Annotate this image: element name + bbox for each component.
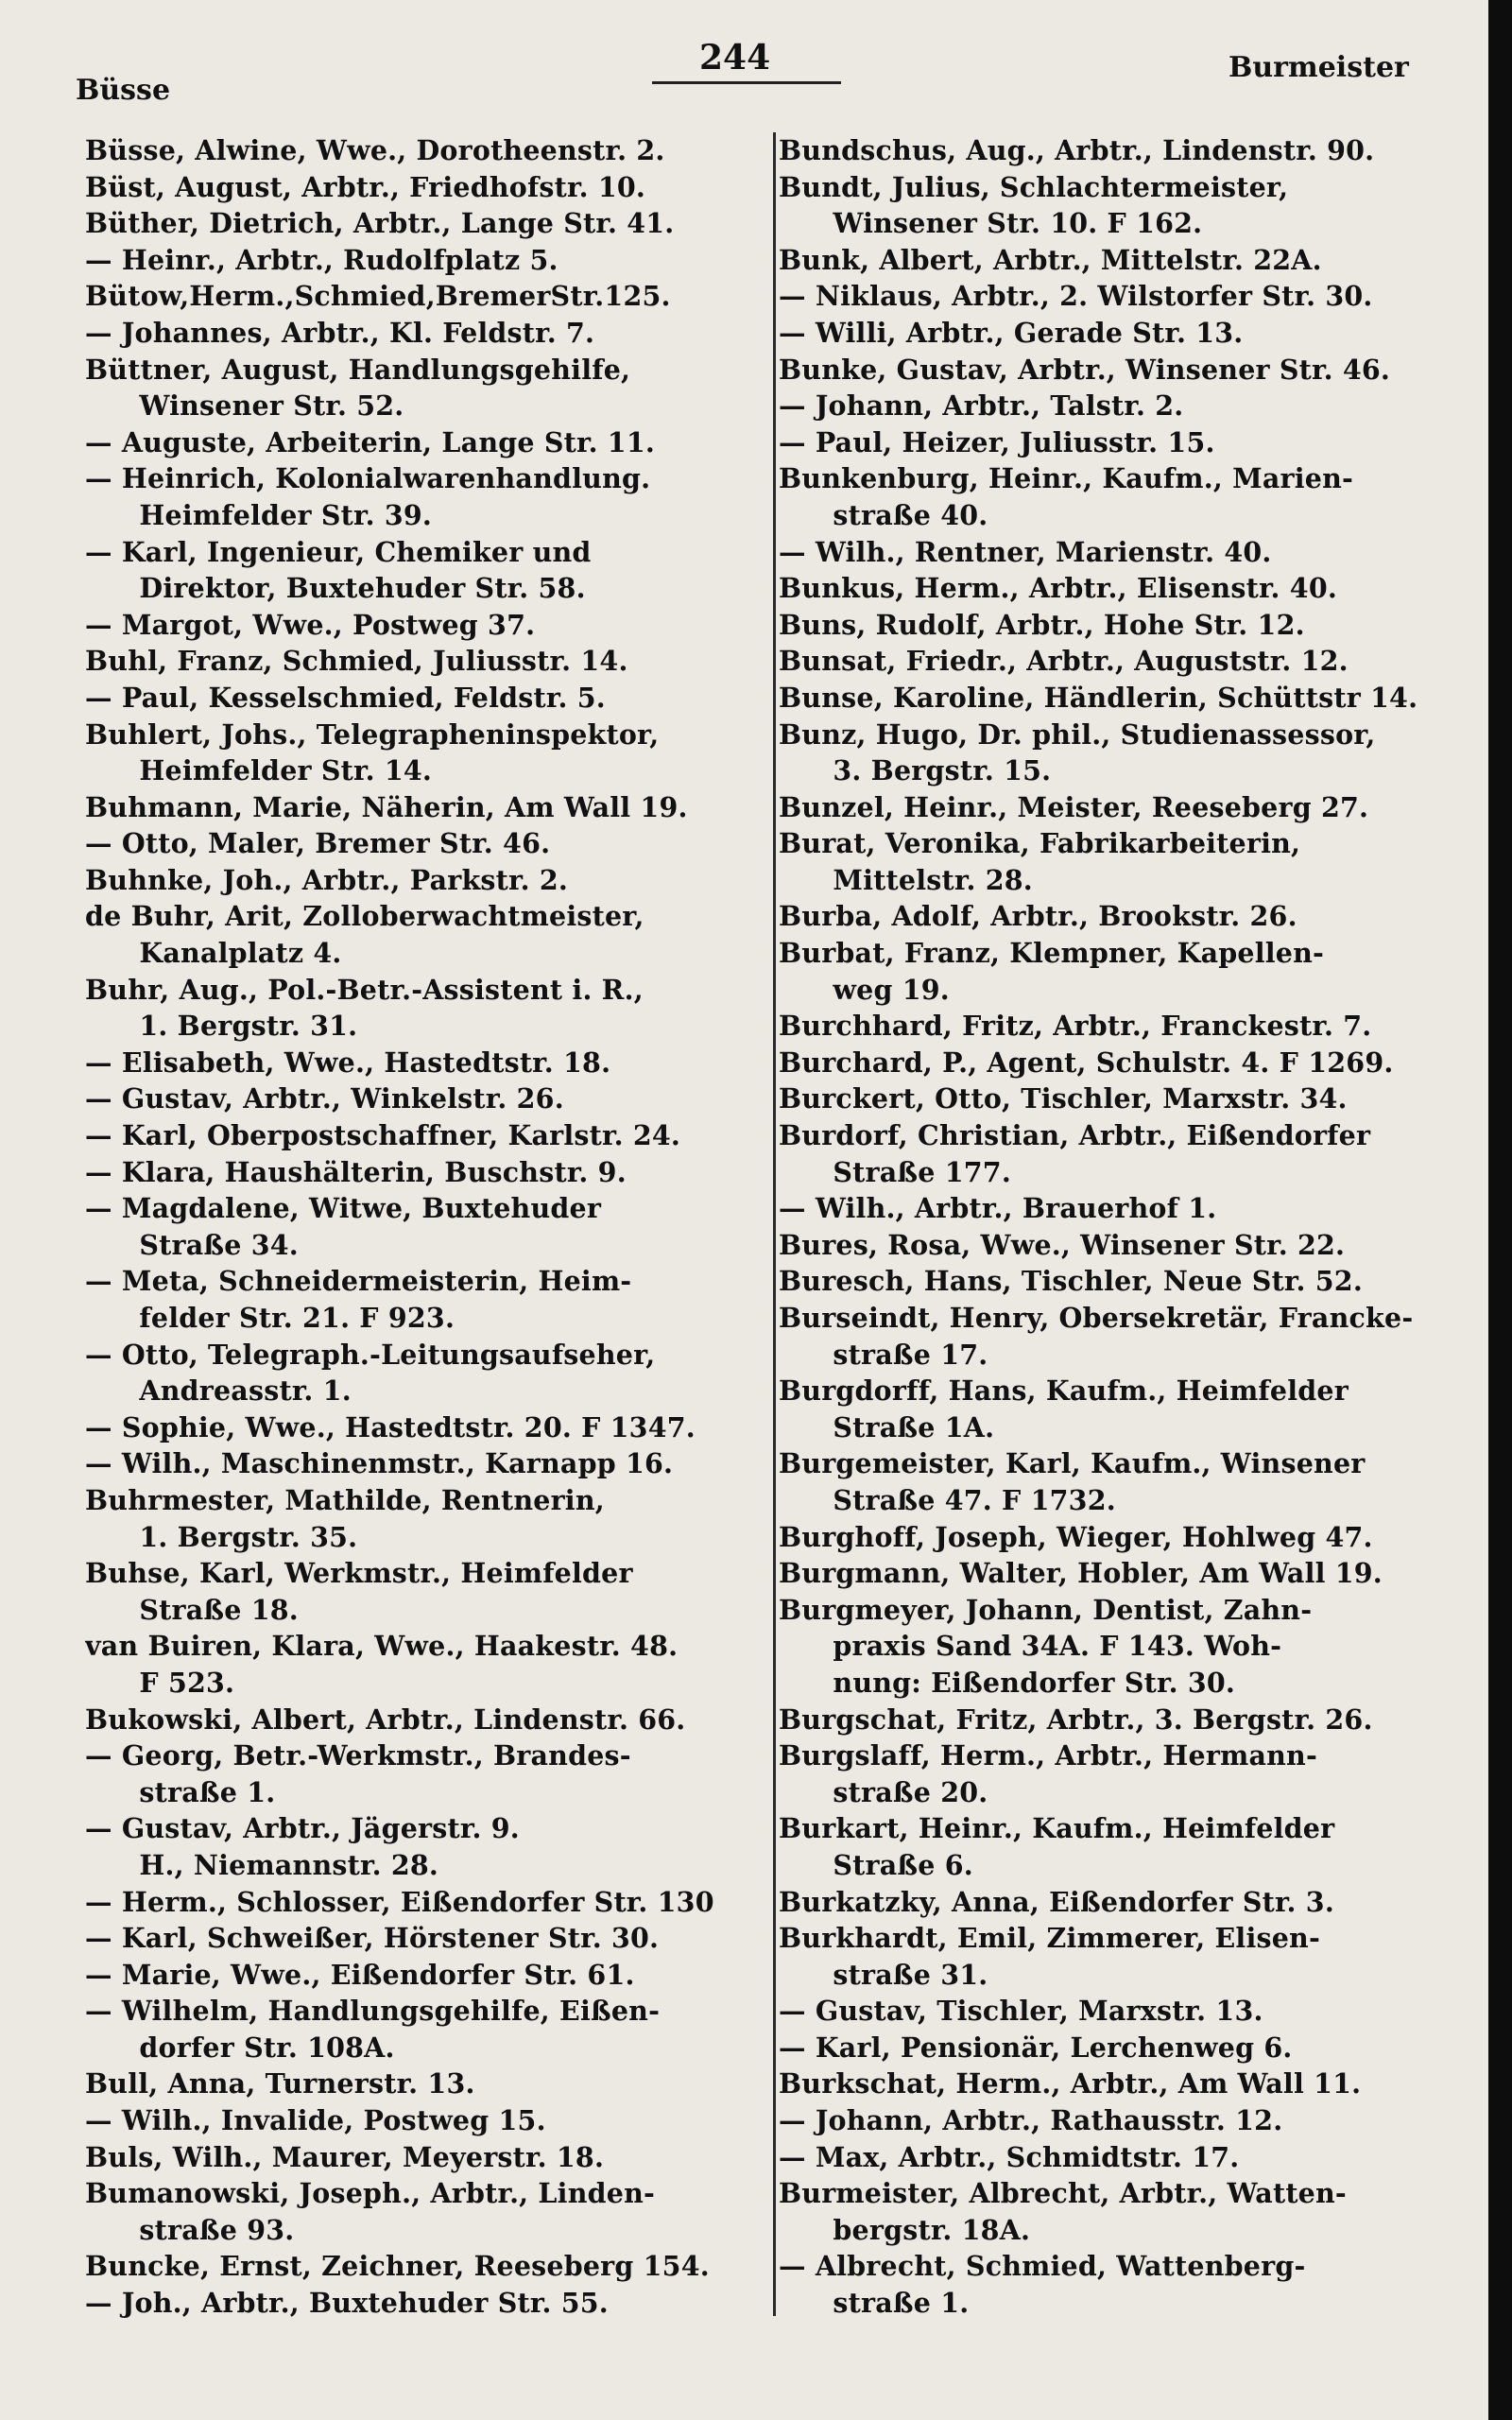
directory-entry-line: — Karl, Ingenieur, Chemiker und bbox=[85, 535, 592, 568]
directory-entry-line: Burkhardt, Emil, Zimmerer, Elisen- bbox=[779, 1922, 1321, 1955]
directory-entry-line: Bull, Anna, Turnerstr. 13. bbox=[85, 2067, 475, 2100]
directory-entry-line: — Meta, Schneidermeisterin, Heim- bbox=[85, 1265, 632, 1298]
directory-entry-line: Burgemeister, Karl, Kaufm., Winsener bbox=[779, 1447, 1366, 1480]
directory-entry-line: — Wilhelm, Handlungsgehilfe, Eißen- bbox=[85, 1995, 661, 2028]
directory-entry-line: — Marie, Wwe., Eißendorfer Str. 61. bbox=[85, 1958, 635, 1991]
directory-entry-line: 3. Bergstr. 15. bbox=[779, 754, 1052, 787]
directory-entry-line: — Karl, Schweißer, Hörstener Str. 30. bbox=[85, 1922, 660, 1955]
directory-entry-line: — Paul, Kesselschmied, Feldstr. 5. bbox=[85, 681, 606, 714]
directory-entry-line: Burgmeyer, Johann, Dentist, Zahn- bbox=[779, 1593, 1313, 1626]
directory-entry-line: Bunkus, Herm., Arbtr., Elisenstr. 40. bbox=[779, 572, 1337, 605]
directory-entry-line: Burkatzky, Anna, Eißendorfer Str. 3. bbox=[779, 1885, 1334, 1918]
directory-entry-line: Bunzel, Heinr., Meister, Reeseberg 27. bbox=[779, 790, 1369, 823]
directory-entry-line: Bundt, Julius, Schlachtermeister, bbox=[779, 170, 1289, 203]
directory-entry-line: Bunse, Karoline, Händlerin, Schüttstr 14. bbox=[779, 681, 1418, 714]
header-first-entry: Büsse bbox=[76, 74, 171, 107]
directory-entry-line: — Johann, Arbtr., Talstr. 2. bbox=[779, 389, 1184, 423]
directory-entry-line: bergstr. 18A. bbox=[779, 2213, 1031, 2246]
header-last-entry: Burmeister bbox=[1228, 51, 1409, 84]
directory-entry-line: Büttner, August, Handlungsgehilfe, bbox=[85, 353, 631, 386]
directory-entry-line: Bundschus, Aug., Arbtr., Lindenstr. 90. bbox=[779, 134, 1375, 166]
directory-entry-line: straße 31. bbox=[779, 1958, 988, 1991]
directory-entry-line: straße 20. bbox=[779, 1775, 988, 1808]
directory-entry-line: Buhnke, Joh., Arbtr., Parkstr. 2. bbox=[85, 863, 569, 896]
directory-entry-line: — Elisabeth, Wwe., Hastedtstr. 18. bbox=[85, 1046, 611, 1079]
directory-entry-line: Straße 18. bbox=[85, 1593, 299, 1626]
directory-entry-line: Straße 177. bbox=[779, 1155, 1011, 1188]
directory-entry-line: Direktor, Buxtehuder Str. 58. bbox=[85, 572, 586, 605]
directory-entry-line: — Sophie, Wwe., Hastedtstr. 20. F 1347. bbox=[85, 1410, 696, 1443]
directory-entry-line: Straße 1A. bbox=[779, 1410, 995, 1443]
directory-entry-line: Burkart, Heinr., Kaufm., Heimfelder bbox=[779, 1812, 1335, 1845]
directory-entry-line: Andreasstr. 1. bbox=[85, 1374, 352, 1408]
directory-entry-line: Burat, Veronika, Fabrikarbeiterin, bbox=[779, 827, 1301, 860]
page-header bbox=[0, 38, 1488, 132]
directory-entry-line: — Magdalene, Witwe, Buxtehuder bbox=[85, 1192, 602, 1225]
directory-entry-line: 1. Bergstr. 31. bbox=[85, 1010, 358, 1043]
directory-entry-line: Winsener Str. 52. bbox=[85, 389, 404, 423]
directory-entry-line: straße 1. bbox=[85, 1775, 276, 1808]
directory-entry-line: — Gustav, Arbtr., Winkelstr. 26. bbox=[85, 1082, 564, 1115]
directory-entry-line: Burckert, Otto, Tischler, Marxstr. 34. bbox=[779, 1082, 1348, 1115]
directory-entry-line: Buncke, Ernst, Zeichner, Reeseberg 154. bbox=[85, 2250, 710, 2283]
directory-entry-line: — Otto, Telegraph.-Leitungsaufseher, bbox=[85, 1338, 656, 1371]
directory-entry-line: — Gustav, Arbtr., Jägerstr. 9. bbox=[85, 1812, 520, 1845]
directory-entry-line: straße 93. bbox=[85, 2213, 295, 2246]
directory-entry-line: Buhlert, Johs., Telegrapheninspektor, bbox=[85, 717, 660, 751]
directory-entry-line: Burgdorff, Hans, Kaufm., Heimfelder bbox=[779, 1374, 1349, 1408]
directory-entry-line: Burgschat, Fritz, Arbtr., 3. Bergstr. 26. bbox=[779, 1703, 1373, 1736]
directory-entry-line: — Paul, Heizer, Juliusstr. 15. bbox=[779, 425, 1215, 458]
directory-entry-line: Burdorf, Christian, Arbtr., Eißendorfer bbox=[779, 1119, 1371, 1152]
directory-entry-line: — Johann, Arbtr., Rathausstr. 12. bbox=[779, 2104, 1283, 2137]
directory-entry-line: — Heinrich, Kolonialwarenhandlung. bbox=[85, 462, 651, 495]
directory-entry-line: — Wilh., Invalide, Postweg 15. bbox=[85, 2104, 546, 2137]
directory-entry-line: Straße 34. bbox=[85, 1228, 299, 1261]
directory-entry-line: Burkschat, Herm., Arbtr., Am Wall 11. bbox=[779, 2067, 1362, 2100]
directory-entry-line: Bütow,Herm.,Schmied,BremerStr.125. bbox=[85, 280, 671, 313]
directory-entry-line: Buhse, Karl, Werkmstr., Heimfelder bbox=[85, 1557, 633, 1590]
directory-entry-line: — Otto, Maler, Bremer Str. 46. bbox=[85, 827, 551, 860]
directory-entry-line: Büsse, Alwine, Wwe., Dorotheenstr. 2. bbox=[85, 134, 665, 166]
directory-entry-line: Bunke, Gustav, Arbtr., Winsener Str. 46. bbox=[779, 353, 1391, 386]
directory-entry-line: praxis Sand 34A. F 143. Woh- bbox=[779, 1630, 1282, 1663]
directory-entry-line: Burghoff, Joseph, Wieger, Hohlweg 47. bbox=[779, 1520, 1373, 1553]
directory-entry-line: H., Niemannstr. 28. bbox=[85, 1848, 439, 1881]
directory-entry-line: nung: Eißendorfer Str. 30. bbox=[779, 1666, 1236, 1699]
directory-entry-line: Kanalplatz 4. bbox=[85, 937, 342, 970]
directory-entry-line: 1. Bergstr. 35. bbox=[85, 1520, 358, 1553]
directory-entry-line: Büst, August, Arbtr., Friedhofstr. 10. bbox=[85, 170, 646, 203]
directory-entry-line: — Georg, Betr.-Werkmstr., Brandes- bbox=[85, 1739, 631, 1772]
directory-entry-line: — Joh., Arbtr., Buxtehuder Str. 55. bbox=[85, 2287, 609, 2320]
directory-entry-line: Bunz, Hugo, Dr. phil., Studienassessor, bbox=[779, 717, 1376, 751]
header-rule bbox=[652, 81, 841, 84]
scan-edge bbox=[1488, 0, 1512, 2420]
directory-entry-line: — Wilh., Maschinenmstr., Karnapp 16. bbox=[85, 1447, 674, 1480]
directory-entry-line: Heimfelder Str. 14. bbox=[85, 754, 433, 787]
directory-entry-line: Heimfelder Str. 39. bbox=[85, 498, 433, 531]
directory-entry-line: Buhr, Aug., Pol.-Betr.-Assistent i. R., bbox=[85, 973, 644, 1006]
directory-entry-line: Burgslaff, Herm., Arbtr., Hermann- bbox=[779, 1739, 1317, 1772]
directory-entry-line: Buhrmester, Mathilde, Rentnerin, bbox=[85, 1483, 605, 1516]
left-column bbox=[85, 132, 765, 2322]
directory-entry-line: — Karl, Pensionär, Lerchenweg 6. bbox=[779, 2031, 1293, 2064]
directory-entry-line: F 523. bbox=[85, 1666, 235, 1699]
directory-entry-line: — Niklaus, Arbtr., 2. Wilstorfer Str. 30. bbox=[779, 280, 1373, 313]
directory-entry-line: Buls, Wilh., Maurer, Meyerstr. 18. bbox=[85, 2140, 605, 2173]
directory-entry-line: Bures, Rosa, Wwe., Winsener Str. 22. bbox=[779, 1228, 1346, 1261]
directory-entry-line: de Buhr, Arit, Zolloberwachtmeister, bbox=[85, 900, 644, 933]
directory-entry-line: Burchhard, Fritz, Arbtr., Franckestr. 7. bbox=[779, 1010, 1372, 1043]
directory-entry-line: Winsener Str. 10. F 162. bbox=[779, 207, 1203, 240]
directory-entry-line: straße 40. bbox=[779, 498, 988, 531]
directory-entry-line: — Karl, Oberpostschaffner, Karlstr. 24. bbox=[85, 1119, 681, 1152]
directory-entry-line: Straße 6. bbox=[779, 1848, 973, 1881]
directory-entry-line: — Wilh., Arbtr., Brauerhof 1. bbox=[779, 1192, 1217, 1225]
directory-entry-line: — Willi, Arbtr., Gerade Str. 13. bbox=[779, 316, 1244, 349]
directory-entry-line: straße 1. bbox=[779, 2287, 970, 2320]
directory-entry-line: Bukowski, Albert, Arbtr., Lindenstr. 66. bbox=[85, 1703, 686, 1736]
directory-entry-line: Burgmann, Walter, Hobler, Am Wall 19. bbox=[779, 1557, 1383, 1590]
directory-entry-line: — Herm., Schlosser, Eißendorfer Str. 130 bbox=[85, 1885, 714, 1918]
directory-entry-line: — Johannes, Arbtr., Kl. Feldstr. 7. bbox=[85, 316, 595, 349]
directory-entry-line: Straße 47. F 1732. bbox=[779, 1483, 1116, 1516]
directory-entry-line: weg 19. bbox=[779, 973, 950, 1006]
directory-entry-line: straße 17. bbox=[779, 1338, 988, 1371]
directory-entry-line: Burseindt, Henry, Obersekretär, Francke- bbox=[779, 1302, 1414, 1334]
page-number: 244 bbox=[699, 38, 771, 78]
directory-entry-line: Burchard, P., Agent, Schulstr. 4. F 1269. bbox=[779, 1046, 1394, 1079]
directory-entry-line: — Heinr., Arbtr., Rudolfplatz 5. bbox=[85, 243, 558, 276]
directory-entry-line: felder Str. 21. F 923. bbox=[85, 1302, 455, 1334]
directory-entry-line: — Wilh., Rentner, Marienstr. 40. bbox=[779, 535, 1272, 568]
directory-entry-line: — Margot, Wwe., Postweg 37. bbox=[85, 608, 536, 641]
directory-entry-line: — Gustav, Tischler, Marxstr. 13. bbox=[779, 1995, 1263, 2028]
directory-entry-line: Burmeister, Albrecht, Arbtr., Watten- bbox=[779, 2177, 1347, 2210]
directory-entry-line: Bunk, Albert, Arbtr., Mittelstr. 22A. bbox=[779, 243, 1322, 276]
directory-entry-line: Buhl, Franz, Schmied, Juliusstr. 14. bbox=[85, 645, 628, 678]
directory-entry-line: Bunsat, Friedr., Arbtr., Auguststr. 12. bbox=[779, 645, 1349, 678]
directory-entry-line: — Max, Arbtr., Schmidtstr. 17. bbox=[779, 2140, 1240, 2173]
directory-entry-line: Büther, Dietrich, Arbtr., Lange Str. 41. bbox=[85, 207, 675, 240]
directory-entry-line: Buns, Rudolf, Arbtr., Hohe Str. 12. bbox=[779, 608, 1305, 641]
directory-entry-line: Burbat, Franz, Klempner, Kapellen- bbox=[779, 937, 1325, 970]
directory-entry-line: — Auguste, Arbeiterin, Lange Str. 11. bbox=[85, 425, 655, 458]
right-column bbox=[747, 132, 1436, 2322]
directory-entry-line: Buresch, Hans, Tischler, Neue Str. 52. bbox=[779, 1265, 1363, 1298]
directory-entry-line: — Albrecht, Schmied, Wattenberg- bbox=[779, 2250, 1306, 2283]
directory-entry-line: van Buiren, Klara, Wwe., Haakestr. 48. bbox=[85, 1630, 679, 1663]
directory-entry-line: Bumanowski, Joseph., Arbtr., Linden- bbox=[85, 2177, 656, 2210]
directory-entry-line: Burba, Adolf, Arbtr., Brookstr. 26. bbox=[779, 900, 1297, 933]
directory-entry-line: dorfer Str. 108A. bbox=[85, 2031, 395, 2064]
directory-entry-line: Buhmann, Marie, Näherin, Am Wall 19. bbox=[85, 790, 688, 823]
directory-entry-line: Bunkenburg, Heinr., Kaufm., Marien- bbox=[779, 462, 1354, 495]
directory-entry-line: — Klara, Haushälterin, Buschstr. 9. bbox=[85, 1155, 627, 1188]
directory-entry-line: Mittelstr. 28. bbox=[779, 863, 1033, 896]
